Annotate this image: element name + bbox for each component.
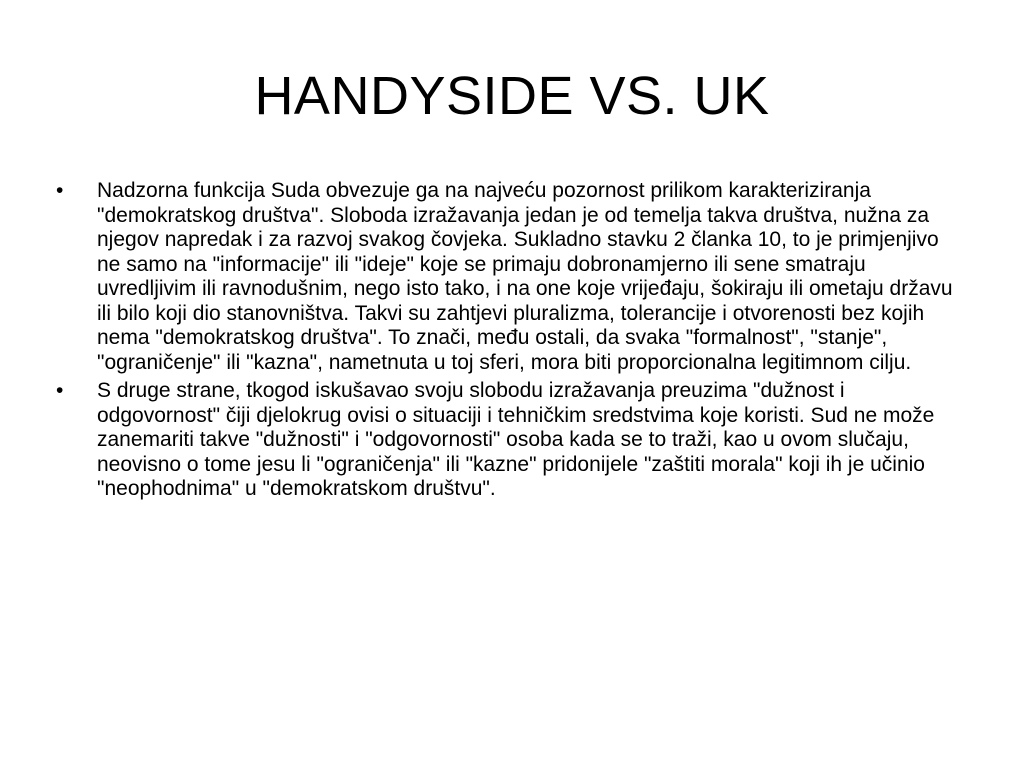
bullet-list <box>56 179 966 506</box>
bullet-icon: • <box>56 379 64 402</box>
bullet-text: Nadzorna funkcija Suda obvezuje ga na najveću pozornost prilikom karakteriziranja "demokratskog društva". Sloboda izražavanja jedan je od temelja takva društva, nužna za njegov napredak i za razvoj svakog čovjeka. Sukladno stavku 2 članka 10, to je primjenjivo ne samo na "informacije" ili "ideje" koje se primaju dobronamjerno ili sene smatraju uvredljivim ili ravnodušnim, nego isto tako, i na one koje vrijeđaju, šokiraju ili ometaju državu ili bilo koji dio stanovništva. Takvi su zahtjevi pluralizma, tolerancije i otvorenosti bez kojih nema "demokratskog društva". To znači, među ostali, da svaka "formalnost", "stanje", "ograničenje" ili "kazna", nametnuta u toj sferi, mora biti proporcionalna legitimnom cilju. <box>97 179 953 374</box>
bullet-item-2 <box>56 379 966 502</box>
bullet-icon: • <box>56 179 64 202</box>
slide-title: HANDYSIDE VS. UK <box>254 66 770 126</box>
bullet-text: S druge strane, tkogod iskušavao svoju slobodu izražavanja preuzima "dužnost i odgovornost" čiji djelokrug ovisi o situaciji i tehničkim sredstvima koje koristi. Sud ne može zanemariti takve "dužnosti" i "odgovornosti" osoba kada se to traži, kao u ovom slučaju, neovisno o tome jesu li "ograničenja" ili "kazne" pridonijele "zaštiti morala" koji ih je učinio "neophodnima" u "demokratskom društvu". <box>97 379 935 500</box>
bullet-item-1 <box>56 179 966 375</box>
